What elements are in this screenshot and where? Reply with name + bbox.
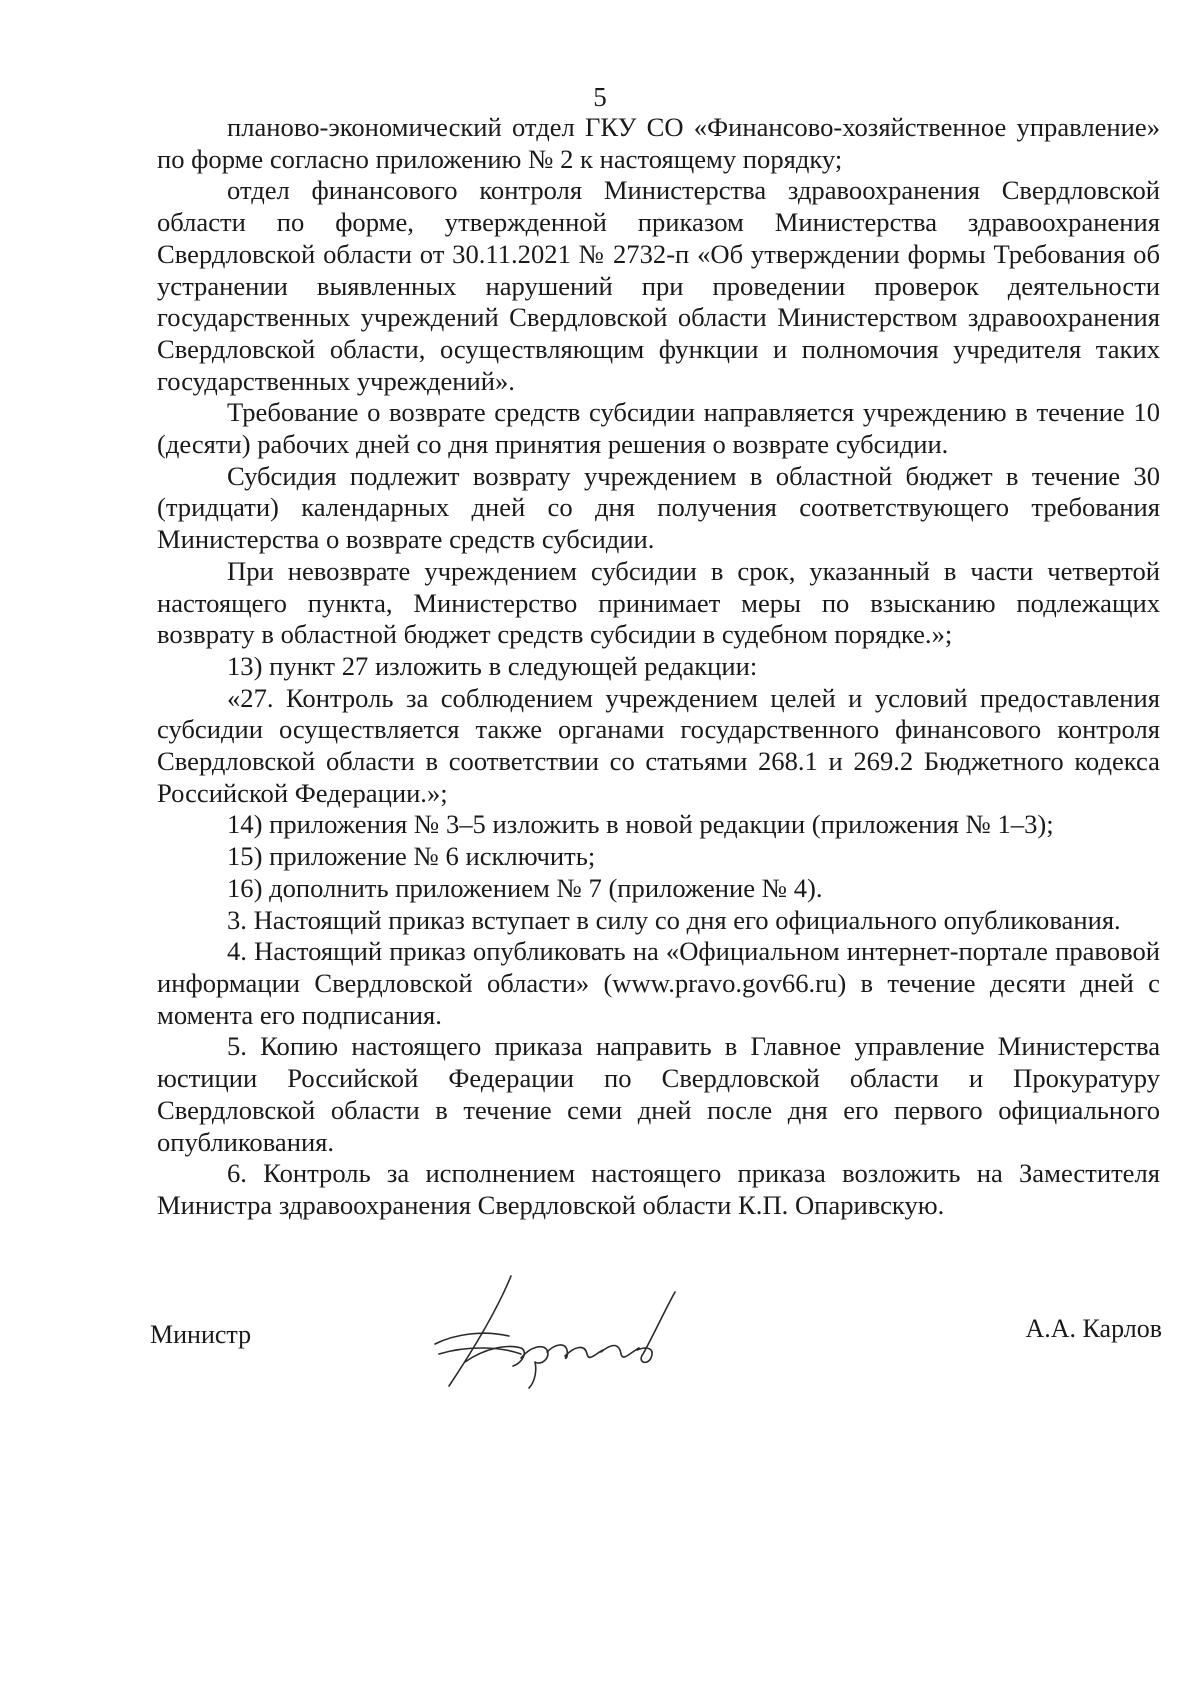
position-title: Министр	[150, 1320, 252, 1349]
paragraph-planning-department: планово-экономический отдел ГКУ СО «Финансово-хозяйственное управление» по форме согласно приложению № 2 к настоящему порядку;	[157, 112, 1160, 174]
paragraph-refund-requirement: Требование о возврате средств субсидии направляется учреждению в течение 10 (десяти) рабочих дней со дня принятия решения о возврате субсидии.	[157, 397, 1160, 460]
paragraph-non-return-measures: При невозврате учреждением субсидии в срок, указанный в части четвертой настоящего пункта, Министерство принимает меры по взысканию подлежащих возврату в областной бюджет средств субсидии в судебном порядке.»;	[157, 555, 1160, 650]
paragraph-item-13: 13) пункт 27 изложить в следующей редакции:	[227, 650, 758, 681]
paragraph-point-6: 6. Контроль за исполнением настоящего приказа возложить на Заместителя Министра здравоохранения Свердловской области К.П. Опаривскую.	[157, 1158, 1160, 1220]
signature-block	[150, 1270, 1162, 1390]
paragraph-clause-27: «27. Контроль за соблюдением учреждением целей и условий предоставления субсидии осуществляется также органами государственного финансового контроля Свердловской области в соответствии со статьями 268.1 и 269.2 Бюджетного кодекса Российской Федерации.»;	[157, 682, 1160, 808]
paragraph-point-5: 5. Копию настоящего приказа направить в Главное управление Министерства юстиции Российской Федерации по Свердловской области и Прокуратуру Свердловской области в течение семи дней после дня его первого официального опубликования.	[157, 1031, 1160, 1157]
handwritten-signature	[425, 1270, 715, 1390]
document-body	[157, 112, 1160, 1222]
paragraph-item-15: 15) приложение № 6 исключить;	[227, 841, 596, 872]
paragraph-financial-control-department: отдел финансового контроля Министерства здравоохранения Свердловской области по форме, утвержденной приказом Министерства здравоохранения Свердловской области от 30.11.2021 № 2732-п «Об утверждении формы Требования об устранении выявленных нарушений при проведении проверок деятельности государственных учреждений Свердловской области Министерством здравоохранения Свердловской области, осуществляющим функции и полномочия учредителя таких государственных учреждений».	[157, 175, 1160, 396]
paragraph-subsidy-return: Субсидия подлежит возврату учреждением в областной бюджет в течение 30 (тридцати) календарных дней со дня получения соответствующего требования Министерства о возврате средств субсидии.	[157, 460, 1160, 555]
paragraph-item-16: 16) дополнить приложением № 7 (приложение № 4).	[227, 872, 823, 903]
paragraph-point-3: 3. Настоящий приказ вступает в силу со дня его официального опубликования.	[227, 904, 1121, 935]
paragraph-point-4: 4. Настоящий приказ опубликовать на «Официальном интернет-портале правовой информации Свердловской области» (www.pravo.gov66.ru) в течение десяти дней с момента его подписания.	[157, 936, 1160, 1030]
signer-name: А.А. Карлов	[1025, 1314, 1162, 1343]
page-number: 5	[593, 82, 607, 112]
paragraph-item-14: 14) приложения № 3–5 изложить в новой редакции (приложения № 1–3);	[227, 809, 1054, 840]
